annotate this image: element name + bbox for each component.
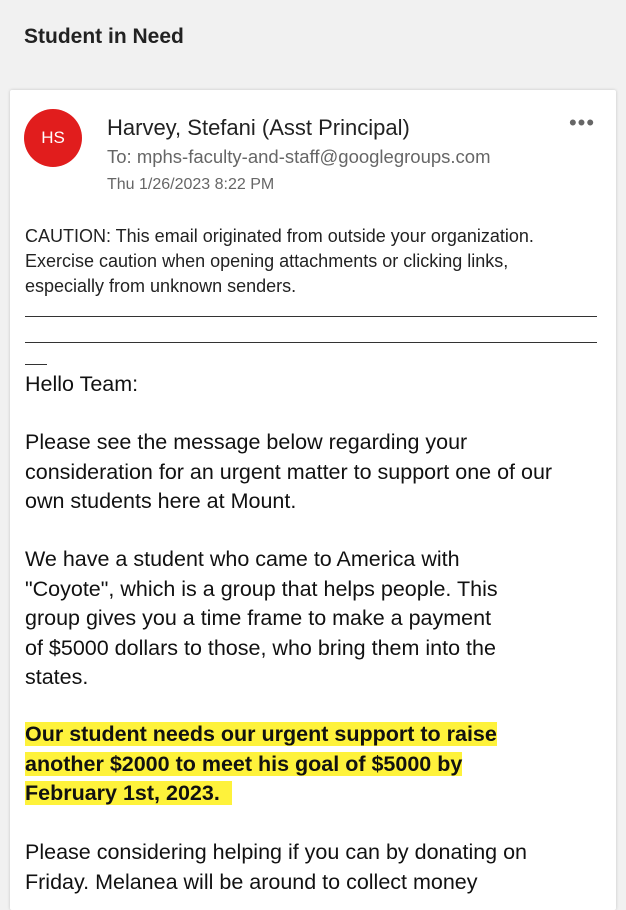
body-line: Friday. Melanea will be around to collect money	[25, 869, 478, 894]
paragraph-donation	[25, 838, 610, 897]
body-line: "Coyote", which is a group that helps people. This	[25, 576, 498, 601]
body-line: own students here at Mount.	[25, 489, 297, 513]
greeting: Hello Team:	[25, 372, 139, 396]
sender-name[interactable]: Harvey, Stefani (Asst Principal)	[107, 115, 410, 140]
email-header-bar	[0, 0, 626, 82]
paragraph-story	[25, 545, 610, 693]
body-line: group gives you a time frame to make a payment	[25, 606, 492, 630]
divider-line	[25, 342, 597, 343]
body-line: We have a student who came to America with	[25, 547, 460, 571]
paragraph-intro	[25, 428, 610, 517]
caution-line: CAUTION: This email originated from outside your organization.	[25, 226, 534, 246]
email-card	[10, 90, 616, 910]
sender-avatar[interactable]: HS	[24, 109, 82, 167]
sent-date: Thu 1/26/2023 8:22 PM	[107, 176, 275, 193]
email-subject: Student in Need	[24, 25, 184, 48]
highlighted-line: Our student needs our urgent support to raise	[25, 722, 497, 746]
body-line: of $5000 dollars to those, who bring them into the	[25, 635, 496, 660]
body-line: states.	[25, 665, 89, 689]
caution-line: especially from unknown senders.	[25, 276, 297, 296]
divider-line	[25, 364, 47, 365]
divider-line	[25, 316, 597, 317]
highlighted-line: another $2000 to meet his goal of $5000 by	[25, 751, 463, 776]
body-line: Please see the message below regarding your	[25, 430, 468, 454]
highlighted-paragraph	[25, 720, 610, 809]
highlighted-line: February 1st, 2023.	[25, 781, 232, 805]
caution-banner	[25, 224, 610, 299]
recipient-line[interactable]: To: mphs-faculty-and-staff@googlegroups.com	[107, 146, 491, 167]
more-horizontal-icon[interactable]: •••	[568, 110, 596, 135]
body-line: Please considering helping if you can by donating on	[25, 840, 528, 864]
body-line: consideration for an urgent matter to support one of our	[25, 459, 553, 484]
caution-line: Exercise caution when opening attachments or clicking links,	[25, 251, 509, 271]
